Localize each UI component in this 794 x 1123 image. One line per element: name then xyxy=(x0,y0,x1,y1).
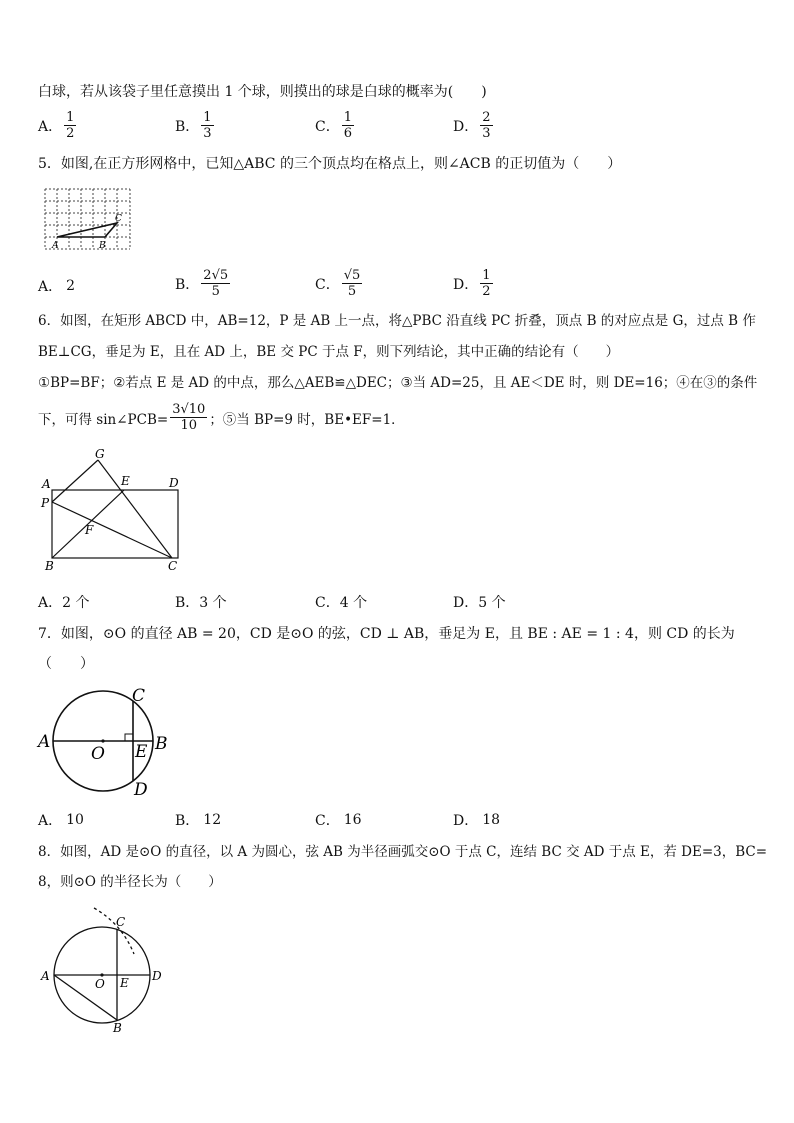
q8-line-2: 8，则⊙O 的半径长为（ ） xyxy=(38,874,222,890)
q7-option-a[interactable]: A． 10 xyxy=(38,812,84,829)
q7-label-a: A xyxy=(38,732,51,752)
q6-segment-gc xyxy=(98,460,172,558)
q8-label-b: B xyxy=(113,1021,122,1034)
q6-rectangle xyxy=(52,490,178,558)
q4-option-d[interactable]: D． $\frac{2}{3}$ xyxy=(453,110,491,141)
q7-line-1: 7．如图，⊙O 的直径 AB = 20，CD 是⊙O 的弦，CD ⊥ AB，垂足为 E，且 BE : AE = 1 : 4，则 CD 的长为 xyxy=(38,626,735,642)
q4-option-b[interactable]: B． $\frac{1}{3}$ xyxy=(175,110,212,141)
q5-grid-figure xyxy=(44,188,132,256)
q7-line-2: （ ） xyxy=(38,656,94,672)
q4-option-c[interactable]: C． $\frac{1}{6}$ xyxy=(315,110,352,141)
q6-segment-pg xyxy=(52,460,98,502)
q7-label-c: C xyxy=(132,686,146,706)
q8-chord-ab xyxy=(54,975,117,1020)
q6-line-3: ①BP=BF；②若点 E 是 AD 的中点，那么△AEB≌△DEC；③当 AD=25，且 AE＜DE 时，则 DE=16；④在③的条件 xyxy=(38,375,758,391)
q8-label-d: D xyxy=(152,969,162,983)
q6-label-b: B xyxy=(45,559,54,573)
q7-label-o: O xyxy=(91,744,105,764)
q6-rectangle-figure xyxy=(36,448,186,574)
q5-label-b: B xyxy=(99,241,106,251)
q5-option-c[interactable]: C． $\frac{√5}{5}$ xyxy=(315,268,361,299)
q5-label-a: A xyxy=(52,241,59,251)
q7-right-angle xyxy=(125,734,133,741)
q8-label-a: A xyxy=(41,969,50,983)
q6-line-4: 下，可得 sin∠PCB= $\frac{3√10}{10}$ ；⑤当 BP=9 时，BE•EF=1． xyxy=(38,402,405,433)
q7-option-d[interactable]: D． 18 xyxy=(453,812,501,829)
q6-segment-pc xyxy=(52,502,172,558)
q8-arc xyxy=(94,908,134,954)
q7-label-b: B xyxy=(155,734,168,754)
q6-label-e: E xyxy=(121,474,130,488)
q8-label-e: E xyxy=(120,976,129,990)
q4-option-a[interactable]: A． $\frac{1}{2}$ xyxy=(38,110,75,141)
q6-label-f: F xyxy=(85,523,94,537)
q6-option-d[interactable]: D． 5 个 xyxy=(453,595,506,611)
q6-label-a: A xyxy=(42,477,51,491)
q6-line-2: BE⊥CG，垂足为 E，且在 AD 上，BE 交 PC 于点 F，则下列结论，其中正确的结论有（ ） xyxy=(38,344,620,360)
q5-stem: 5．如图,在正方形网格中，已知△ABC 的三个顶点均在格点上，则∠ACB 的正切值为（ ） xyxy=(38,156,622,172)
q5-option-a[interactable]: A． 2 xyxy=(38,278,76,295)
q6-label-g: G xyxy=(95,448,105,461)
q8-label-o: O xyxy=(95,977,105,991)
q6-label-d: D xyxy=(169,476,179,490)
q8-circle-figure xyxy=(36,904,176,1034)
q7-option-c[interactable]: C． 16 xyxy=(315,812,362,829)
q7-option-b[interactable]: B． 12 xyxy=(175,812,222,829)
q6-option-c[interactable]: C． 4 个 xyxy=(315,595,368,611)
q7-label-d: D xyxy=(134,780,148,800)
q5-label-c: C xyxy=(115,214,122,224)
q5-option-d[interactable]: D． $\frac{1}{2}$ xyxy=(453,268,491,299)
q8-label-c: C xyxy=(116,915,126,929)
q6-line-1: 6．如图，在矩形 ABCD 中，AB=12，P 是 AB 上一点，将△PBC 沿直线 PC 折叠，顶点 B 的对应点是 G，过点 B 作 xyxy=(38,313,756,329)
q7-circle-figure xyxy=(36,684,176,802)
q7-center-dot xyxy=(101,739,104,742)
q6-option-a[interactable]: A． 2 个 xyxy=(38,595,90,611)
q8-line-1: 8．如图，AD 是⊙O 的直径，以 A 为圆心，弦 AB 为半径画弧交⊙O 于点 C，连结 BC 交 AD 于点 E，若 DE=3，BC= xyxy=(38,844,768,860)
q7-label-e: E xyxy=(135,742,148,762)
q6-option-b[interactable]: B． 3 个 xyxy=(175,595,227,611)
q5-option-b[interactable]: B． $\frac{2√5}{5}$ xyxy=(175,268,229,299)
q4-stem: 白球，若从该袋子里任意摸出 1 个球，则摸出的球是白球的概率为( ) xyxy=(38,84,487,100)
q6-label-p: P xyxy=(41,496,50,510)
q6-label-c: C xyxy=(168,559,178,573)
